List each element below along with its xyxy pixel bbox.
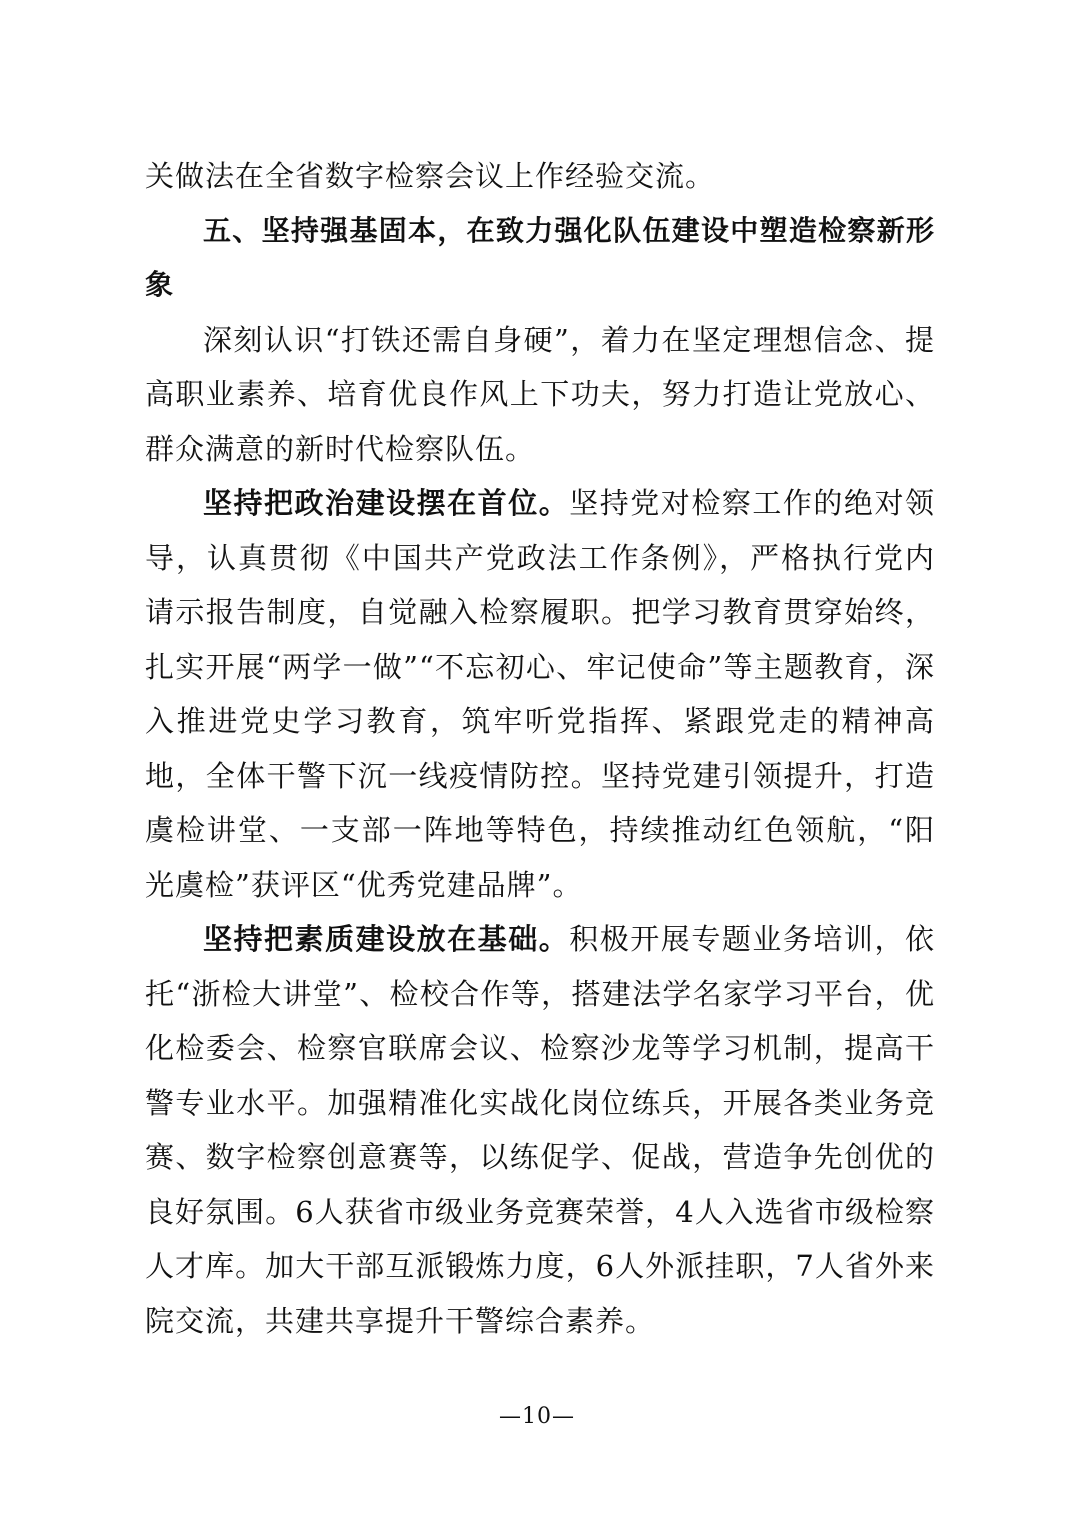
paragraph-lead: 坚持把素质建设放在基础。	[203, 922, 570, 956]
paragraph-text: 坚持党对检察工作的绝对领导，认真贯彻《中国共产党政法工作条例》，严格执行党内请示报告制度，自觉融入检察履职。把学习教育贯穿始终，扎实开展“两学一做”“不忘初心、牢记使命”等主题教育，深入推进党史学习教育，筑牢听党指挥、紧跟党走的精神高地，全体干警下沉一线疫情防控。坚持党建引领提升，打造虞检讲堂、一支部一阵地等特色，持续推动红色领航，“阳光虞检”获评区“优秀党建品牌”。	[145, 486, 935, 902]
paragraph-text: 深刻认识“打铁还需自身硬”，着力在坚定理想信念、提高职业素养、培育优良作风上下功夫，努力打造让党放心、群众满意的新时代检察队伍。	[145, 322, 935, 466]
document-body	[145, 149, 935, 1348]
paragraph-text: 关做法在全省数字检察会议上作经验交流。	[145, 159, 716, 193]
page-number: —10—	[499, 1404, 575, 1429]
paragraph-continuation	[145, 149, 935, 204]
paragraph-lead: 坚持把政治建设摆在首位。	[203, 486, 570, 520]
paragraph-political-building	[145, 476, 935, 912]
paragraph-intro	[145, 313, 935, 477]
paragraph-quality-building	[145, 912, 935, 1348]
section-heading: 五、坚持强基固本，在致力强化队伍建设中塑造检察新形象	[145, 213, 935, 301]
paragraph-text: 积极开展专题业务培训，依托“浙检大讲堂”、检校合作等，搭建法学名家学习平台，优化检委会、检察官联席会议、检察沙龙等学习机制，提高干警专业水平。加强精准化实战化岗位练兵，开展各类业务竞赛、数字检察创意赛等，以练促学、促战，营造争先创优的良好氛围。6人获省市级业务竞赛荣誉，4人入选省市级检察人才库。加大干部互派锻炼力度，6人外派挂职，7人省外来院交流，共建共享提升干警综合素养。	[145, 922, 935, 1338]
